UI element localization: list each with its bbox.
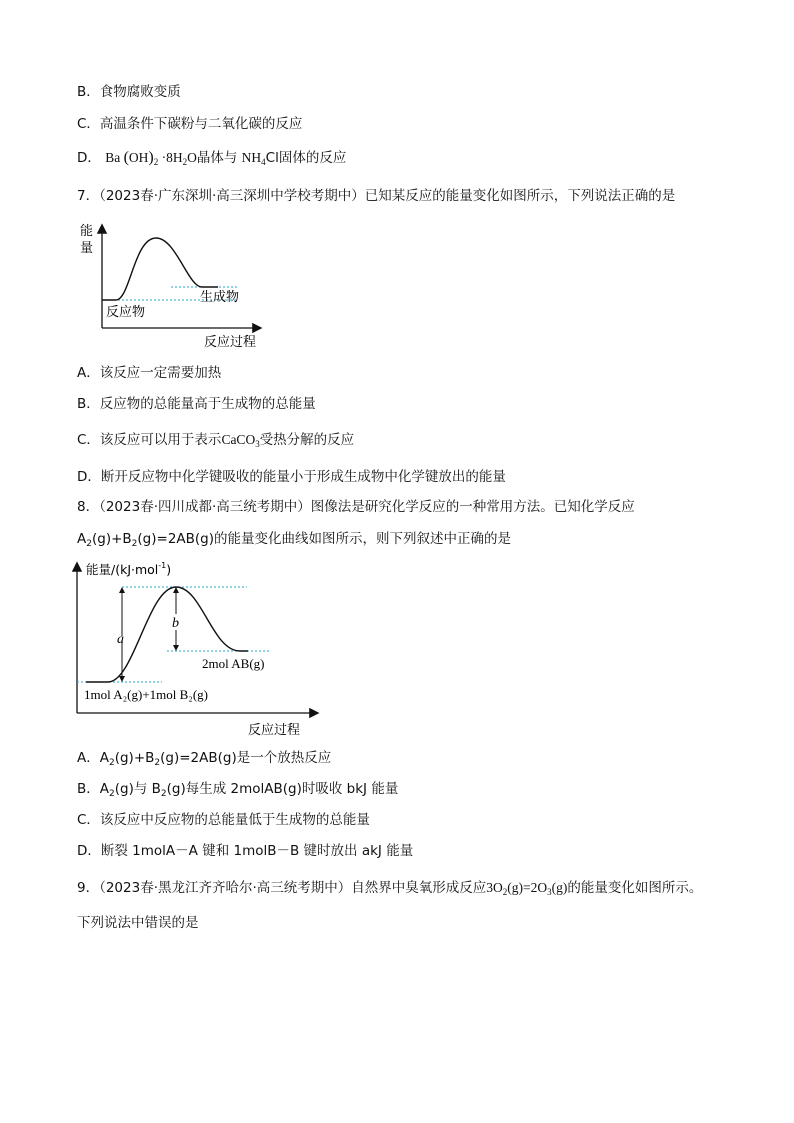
formula-ozone: $3O_2(g)=2O_3(g)$ [486,880,568,897]
option-text-tail: Cl固体的反应 [265,150,347,166]
option-text: 晶体与 [196,150,238,166]
q8-energy-diagram [72,558,332,738]
y-axis-label-2: 量 [80,241,94,256]
q9-stem-line2: 下列说法中错误的是 [77,915,199,931]
q8-option-b: B．$A_2(g)$与 $B_2(g)$每生成 2molAB(g)时吸收 bkJ 能量 [77,781,399,799]
reactant-label: 反应物 [106,305,146,320]
q8-option-a: A．$A_2(g)+B_2(g)=2AB(g)$是一个放热反应 [77,750,332,768]
q7-option-a: A．该反应一定需要加热 [77,365,222,381]
x-axis-label: 反应过程 [248,723,301,738]
label-a: a [117,632,124,647]
y-axis-label: 能量/(kJ·mol$^{-1}$) [86,561,172,577]
q7-option-d: D．断开反应物中化学键吸收的能量小于形成生成物中化学键放出的能量 [77,469,506,485]
q6-option-b: B．食物腐败变质 [77,84,181,100]
product-label: 生成物 [200,290,240,305]
q8-stem-line1: 8．（2023春·四川成都·高三统考期中）图像法是研究化学反应的一种常用方法。已知化学反应 [77,499,635,515]
x-axis-label: 反应过程 [204,335,257,350]
q6-option-c: C．高温条件下碳粉与二氧化碳的反应 [77,116,303,132]
q6-option-d [77,149,346,167]
q7-option-c: C．该反应可以用于表示CaCO$_3$受热分解的反应 [77,432,355,449]
q9-stem-line1: 9．（2023春·黑龙江齐齐哈尔·高三统考期中）自然界中臭氧形成反应$3O_2(g)=2O_3(g)$的能量变化如图所示。 [77,880,703,897]
q8-option-d: D．断裂 1molA－A 键和 1molB－B 键时放出 akJ 能量 [77,843,414,859]
option-prefix: D． [77,150,101,166]
reactant-label: 1mol A₂(g)+1mol B₂(g) [84,687,209,702]
label-b: b [172,616,179,631]
q8-option-c: C．该反应中反应物的总能量低于生成物的总能量 [77,812,370,828]
formula-caco3: CaCO$_3$ [221,432,260,449]
product-label: 2mol AB(g) [202,656,265,671]
q7-energy-diagram [78,220,278,350]
y-axis-label-1: 能 [80,224,94,239]
q7-stem: 7．（2023春·广东深圳·高三深圳中学校考期中）已知某反应的能量变化如图所示，下列说法正确的是 [77,188,676,204]
q7-option-b: B．反应物的总能量高于生成物的总能量 [77,396,316,412]
formula-ba-oh2: Ba $(OH)_2 \cdot 8H_2O$ [105,149,197,167]
formula-nh4cl: $NH_4$ [241,150,266,167]
q8-stem-line2: $A_2(g)+B_2(g)=2AB(g)$的能量变化曲线如图所示，则下列叙述中正确的是 [77,531,512,549]
